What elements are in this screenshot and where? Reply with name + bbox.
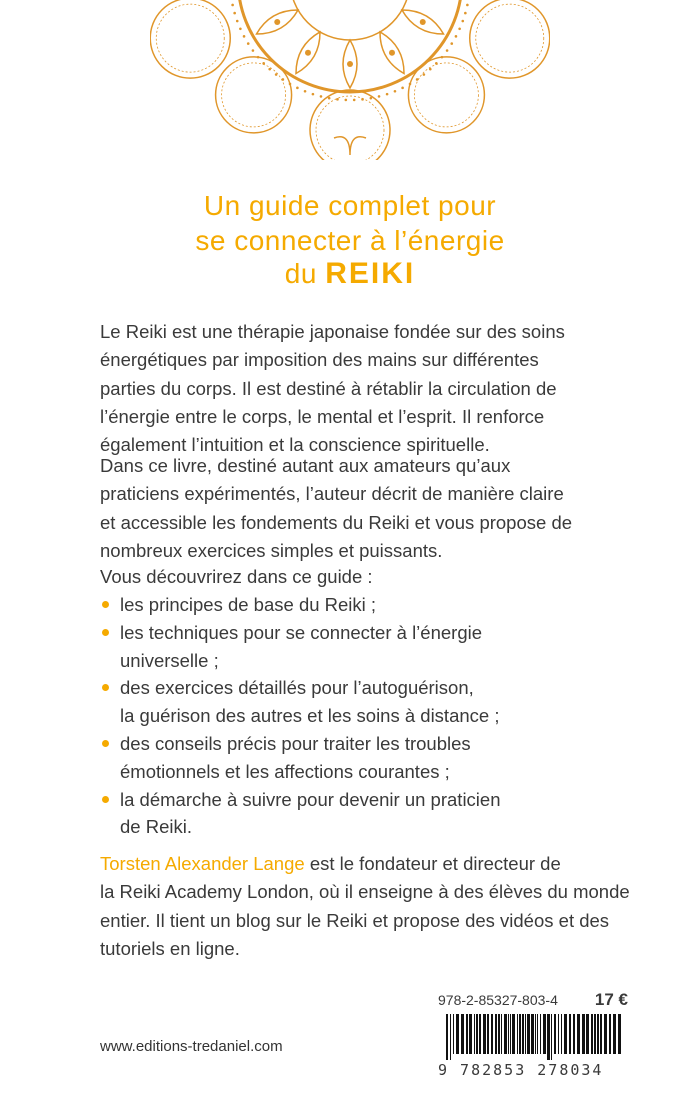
author-bio xyxy=(100,850,640,963)
barcode-bar xyxy=(569,1014,571,1054)
text-line: la guérison des autres et les soins à distance ; xyxy=(120,705,500,727)
text-line: également l’intuition et la conscience spirituelle. xyxy=(100,434,490,456)
barcode-bar xyxy=(512,1014,515,1054)
text-line: des conseils précis pour traiter les troubles xyxy=(120,732,471,754)
barcode-bar xyxy=(504,1014,507,1054)
barcode-bar xyxy=(561,1014,562,1054)
intro-paragraph xyxy=(100,318,640,459)
text-line: des exercices détaillés pour l’autoguérison, xyxy=(120,677,474,699)
barcode-bar xyxy=(543,1014,546,1054)
title-prefix: du xyxy=(284,258,317,289)
isbn: 978-2-85327-803-4 xyxy=(438,992,558,1008)
barcode-bar xyxy=(547,1014,550,1060)
bullet-dot-icon xyxy=(102,796,109,803)
barcode-bar xyxy=(537,1014,538,1054)
barcode-bar xyxy=(491,1014,493,1054)
barcode-bar xyxy=(519,1014,521,1054)
book-paragraph xyxy=(100,452,640,565)
text-line: et accessible les fondements du Reiki et vous propose de xyxy=(100,511,573,533)
title-line-3 xyxy=(0,257,700,291)
text-line: entier. Il tient un blog sur le Reiki et propose des vidéos et des xyxy=(100,909,610,931)
text-line: les principes de base du Reiki ; xyxy=(120,594,377,615)
barcode-bar xyxy=(508,1014,509,1054)
barcode-bar xyxy=(487,1014,489,1054)
text-line: de Reiki. xyxy=(120,816,192,838)
barcode-bar xyxy=(597,1014,599,1054)
bullet-dot-icon xyxy=(102,601,109,608)
barcode-bar xyxy=(540,1014,541,1054)
barcode-bar xyxy=(466,1014,468,1054)
barcode-bar xyxy=(498,1014,500,1054)
bullet-dot-icon xyxy=(102,740,109,747)
bullet-item xyxy=(100,619,640,675)
publisher-website: www.editions-tredaniel.com xyxy=(100,1038,283,1055)
barcode-bar xyxy=(450,1014,451,1060)
bullet-item xyxy=(100,591,640,619)
bullet-item xyxy=(100,786,640,842)
barcode-bar xyxy=(618,1014,621,1054)
barcode xyxy=(438,1014,628,1060)
barcode-bar xyxy=(476,1014,478,1054)
bullet-list xyxy=(100,591,640,841)
barcode-bar xyxy=(613,1014,616,1054)
barcode-bar xyxy=(535,1014,536,1054)
barcode-bar xyxy=(527,1014,530,1054)
text-line: la démarche à suivre pour devenir un praticien xyxy=(120,788,501,810)
text-line: tutoriels en ligne. xyxy=(100,937,240,959)
barcode-bar xyxy=(474,1014,475,1054)
barcode-bar xyxy=(577,1014,580,1054)
author-name: Torsten Alexander Lange xyxy=(100,853,305,874)
barcode-bar xyxy=(446,1014,448,1060)
title-reiki: REIKI xyxy=(325,257,416,290)
barcode-bar xyxy=(522,1014,524,1054)
text-line: la Reiki Academy London, où il enseigne à des élèves du monde xyxy=(100,881,630,903)
text-line: les techniques pour se connecter à l’énergie xyxy=(120,621,483,643)
text-line: l’énergie entre le corps, le mental et l’esprit. Il renforce xyxy=(100,405,545,427)
text-line: Dans ce livre, destiné autant aux amateurs qu’aux xyxy=(100,455,511,476)
text-line: universelle ; xyxy=(120,649,219,671)
barcode-bar xyxy=(531,1014,534,1054)
text-line: Le Reiki est une thérapie japonaise fondée sur des soins xyxy=(100,321,565,342)
barcode-bar xyxy=(501,1014,502,1054)
barcode-bar xyxy=(483,1014,486,1054)
barcode-bar xyxy=(525,1014,526,1054)
barcode-bar xyxy=(461,1014,464,1054)
barcode-bar xyxy=(517,1014,518,1054)
barcode-bar xyxy=(469,1014,472,1054)
text-line: énergétiques par imposition des mains sur différentes xyxy=(100,349,539,371)
text-line: nombreux exercices simples et puissants. xyxy=(100,539,443,561)
list-intro xyxy=(100,563,640,591)
barcode-block xyxy=(438,990,628,1079)
barcode-bar xyxy=(594,1014,596,1054)
title-line-2: se connecter à l’énergie xyxy=(195,225,505,256)
price: 17 € xyxy=(594,990,628,1009)
barcode-bar xyxy=(558,1014,559,1054)
mandala-illustration xyxy=(150,0,550,160)
barcode-bar xyxy=(586,1014,589,1054)
barcode-bar xyxy=(573,1014,575,1054)
barcode-bar xyxy=(453,1014,454,1054)
barcode-bar xyxy=(564,1014,567,1054)
barcode-bar xyxy=(582,1014,585,1054)
barcode-digits: 9 782853 278034 xyxy=(438,1061,604,1079)
bullet-dot-icon xyxy=(102,629,109,636)
barcode-bar xyxy=(510,1014,511,1054)
barcode-bar xyxy=(554,1014,556,1054)
title-line-1: Un guide complet pour xyxy=(203,190,497,221)
bullet-item xyxy=(100,674,640,730)
text-line: parties du corps. Il est destiné à rétablir la circulation de xyxy=(100,377,557,399)
barcode-bar xyxy=(479,1014,481,1054)
text-line: est le fondateur et directeur de xyxy=(304,853,561,874)
bullet-item xyxy=(100,730,640,786)
barcode-bar xyxy=(604,1014,607,1054)
barcode-bar xyxy=(591,1014,593,1054)
barcode-bar xyxy=(495,1014,497,1054)
text-line: praticiens expérimentés, l’auteur décrit de manière claire xyxy=(100,483,564,505)
barcode-bar xyxy=(456,1014,459,1054)
barcode-bar xyxy=(600,1014,602,1054)
barcode-bar xyxy=(551,1014,552,1060)
text-line: émotionnels et les affections courantes ; xyxy=(120,760,450,782)
barcode-bar xyxy=(609,1014,611,1054)
bullet-dot-icon xyxy=(102,684,109,691)
text-line: Vous découvrirez dans ce guide : xyxy=(100,566,373,587)
